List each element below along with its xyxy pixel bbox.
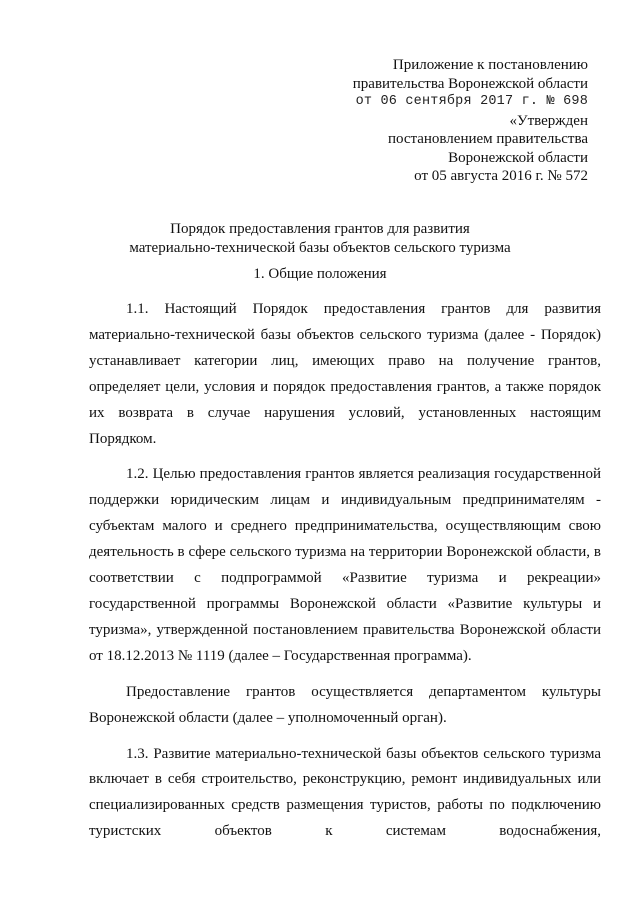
approval-date-line: от 05 августа 2016 г. № 572 — [414, 168, 588, 184]
appendix-header — [353, 56, 588, 186]
approval-line: Воронежской области — [448, 149, 588, 166]
section-heading: 1. Общие положения — [253, 266, 387, 282]
paragraph-1-2: 1.2. Целью предоставления грантов является реализация государственной поддержки юридическим лицам и индивидуальным предпринимателям - субъектам малого и среднего предпринимательства, осуществляющим свою деятельность в сфере сельского туризма на территории Воронежской области, в соответствии с подпрограммой «Развитие туризма и рекреации» государственной программы Воронежской области «Развитие культуры и туризма», утвержденной постановлением правительства Воронежской области от 18.12.2013 № 1119 (далее – Государственная программа). — [89, 466, 601, 664]
paragraph-1-1: 1.1. Настоящий Порядок предоставления грантов для развития материально-технической базы объектов сельского туризма (далее - Порядок) устанавливает категории лиц, имеющих право на получение грантов, определяет цели, условия и порядок предоставления грантов, а также порядок их возврата в случае нарушения условий, установленных настоящим Порядком. — [89, 301, 601, 447]
paragraph-provision: Предоставление грантов осуществляется департаментом культуры Воронежской области (далее – уполномоченный орган). — [89, 683, 601, 726]
document-body — [89, 297, 601, 845]
title-line: Порядок предоставления грантов для развития — [170, 221, 470, 237]
appendix-line: Приложение к постановлению — [392, 57, 588, 73]
title-line: материально-технической базы объектов сельского туризма — [129, 240, 511, 256]
approval-line: постановлением правительства — [387, 131, 588, 147]
approval-line: «Утвержден — [509, 112, 588, 129]
appendix-line: правительства Воронежской области — [352, 75, 588, 92]
paragraph-1-3: 1.3. Развитие материально-технической базы объектов сельского туризма включает в себя строительство, реконструкцию, ремонт индивидуальных или специализированных средств размещения туристов, работы по подключению туристских объектов к системам водоснабжения, — [89, 745, 601, 840]
registration-stamp: от 06 сентября 2017 г. № 698 — [355, 94, 588, 109]
document-title — [0, 220, 640, 258]
